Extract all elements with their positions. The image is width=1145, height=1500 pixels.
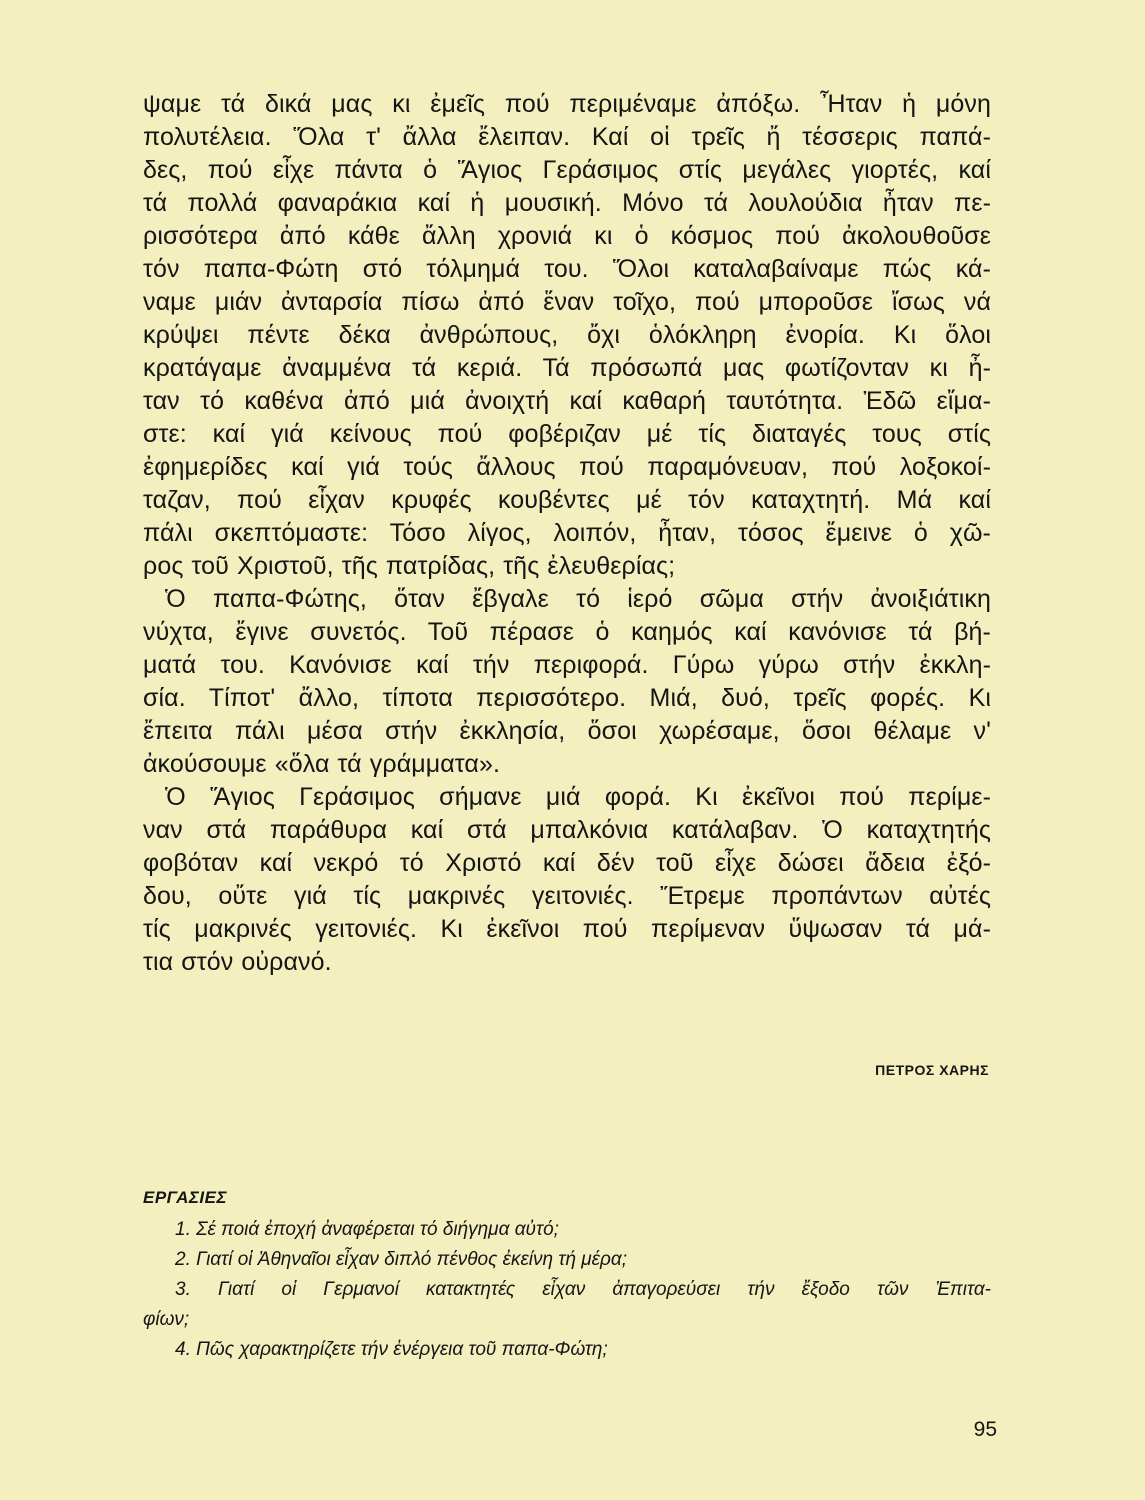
text-line: τια στόν οὐρανό.	[143, 948, 332, 976]
text-line: ρισσότερα ἀπό κάθε ἄλλη χρονιά κι ὁ κόσμος πού ἀκολουθοῦσε	[143, 222, 991, 250]
text-line: ταζαν, πού εἶχαν κρυφές κουβέντες μέ τόν καταχτητή. Μά καί	[143, 486, 991, 514]
text-line: ναν στά παράθυρα καί στά μπαλκόνια κατάλαβαν. Ὁ καταχτητής	[143, 816, 991, 844]
exercises-list	[143, 1215, 991, 1365]
text-line: νύχτα, ἔγινε συνετός. Τοῦ πέρασε ὁ καημός καί κανόνισε τά βή-	[143, 618, 991, 646]
text-line: φοβόταν καί νεκρό τό Χριστό καί δέν τοῦ εἶχε δώσει ἄδεια ἐξό-	[143, 849, 991, 877]
text-line: σία. Τίποτ' ἄλλο, τίποτα περισσότερο. Μιά, δυό, τρεῖς φορές. Κι	[143, 684, 991, 712]
exercise-item: 1. Σέ ποιά ἐποχή ἀναφέρεται τό διήγημα αὐτό;	[175, 1219, 559, 1240]
text-line: ψαμε τά δικά μας κι ἐμεῖς πού περιμέναμε ἀπόξω. Ἦταν ἡ μόνη	[143, 90, 991, 118]
text-line: δες, πού εἶχε πάντα ὁ Ἅγιος Γεράσιμος στίς μεγάλες γιορτές, καί	[143, 156, 991, 184]
page-number: 95	[973, 1418, 997, 1441]
text-line: τόν παπα-Φώτη στό τόλμημά του. Ὅλοι καταλαβαίναμε πώς κά-	[143, 255, 991, 283]
text-line: ρος τοῦ Χριστοῦ, τῆς πατρίδας, τῆς ἐλευθερίας;	[143, 552, 676, 580]
story-text	[143, 88, 991, 979]
exercise-item: 3. Γιατί οἱ Γερμανοί κατακτητές εἶχαν ἀπαγορεύσει τήν ἔξοδο τῶν Ἐπιτα-	[175, 1279, 991, 1300]
text-line: Ὁ παπα-Φώτης, ὅταν ἔβγαλε τό ἱερό σῶμα στήν ἀνοιξιάτικη	[165, 585, 991, 613]
exercise-item: 2. Γιατί οἱ Ἀθηναῖοι εἶχαν διπλό πένθος ἐκείνη τή μέρα;	[175, 1249, 628, 1270]
text-line: ναμε μιάν ἀνταρσία πίσω ἀπό ἕναν τοῖχο, πού μποροῦσε ἴσως νά	[143, 288, 991, 316]
exercise-item: φίων;	[143, 1309, 190, 1330]
text-line: ἀκούσουμε «ὅλα τά γράμματα».	[143, 750, 501, 778]
text-line: τά πολλά φαναράκια καί ἡ μουσική. Μόνο τά λουλούδια ἦταν πε-	[143, 189, 991, 217]
exercises-section	[143, 1185, 991, 1365]
text-line: τίς μακρινές γειτονιές. Κι ἐκεῖνοι πού περίμεναν ὕψωσαν τά μά-	[143, 915, 991, 943]
text-line: ἐφημερίδες καί γιά τούς ἄλλους πού παραμόνευαν, πού λοξοκοί-	[143, 453, 991, 481]
text-line: κρατάγαμε ἀναμμένα τά κεριά. Τά πρόσωπά μας φωτίζονταν κι ἦ-	[143, 354, 991, 382]
text-line: ἔπειτα πάλι μέσα στήν ἐκκλησία, ὅσοι χωρέσαμε, ὅσοι θέλαμε ν'	[143, 717, 991, 745]
text-line: κρύψει πέντε δέκα ἀνθρώπους, ὄχι ὁλόκληρη ἐνορία. Κι ὅλοι	[143, 321, 991, 349]
text-line: πολυτέλεια. Ὅλα τ' ἄλλα ἔλειπαν. Καί οἱ τρεῖς ἤ τέσσερις παπά-	[143, 123, 991, 151]
text-line: στε: καί γιά κείνους πού φοβέριζαν μέ τίς διαταγές τους στίς	[143, 420, 991, 448]
text-line: δου, οὔτε γιά τίς μακρινές γειτονιές. Ἔτρεμε προπάντων αὐτές	[143, 882, 991, 910]
text-line: ταν τό καθένα ἀπό μιά ἀνοιχτή καί καθαρή ταυτότητα. Ἐδῶ εἴμα-	[143, 387, 991, 415]
text-line: ματά του. Κανόνισε καί τήν περιφορά. Γύρω γύρω στήν ἐκκλη-	[143, 651, 991, 679]
text-line: πάλι σκεπτόμαστε: Τόσο λίγος, λοιπόν, ἦταν, τόσος ἔμεινε ὁ χῶ-	[143, 519, 991, 547]
exercise-item: 4. Πῶς χαρακτηρίζετε τήν ἐνέργεια τοῦ παπα-Φώτη;	[175, 1339, 608, 1360]
exercises-title: ΕΡΓΑΣΙΕΣ	[143, 1188, 227, 1207]
text-line: Ὁ Ἅγιος Γεράσιμος σήμανε μιά φορά. Κι ἐκεῖνοι πού περίμε-	[165, 783, 991, 811]
author-name: ΠΕΤΡΟΣ ΧΑΡΗΣ	[875, 1062, 989, 1078]
